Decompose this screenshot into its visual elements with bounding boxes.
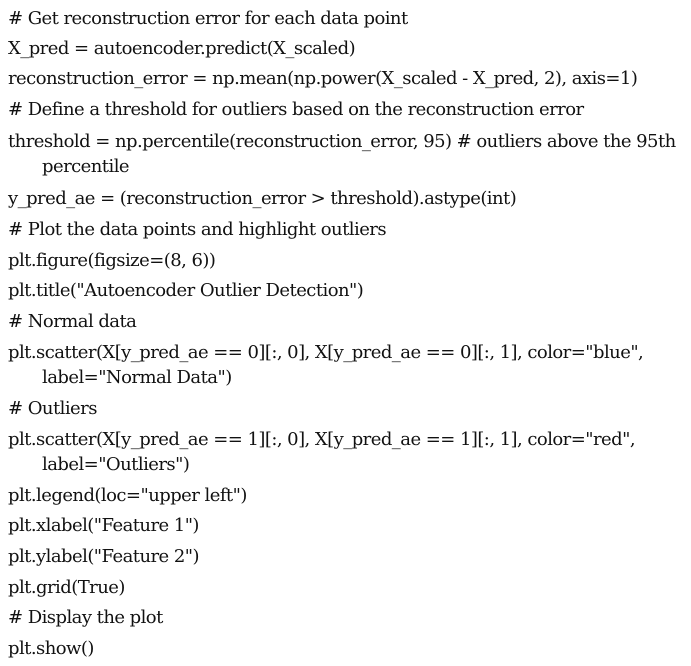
code-line: plt.figure(figsize=(8, 6)) <box>8 250 216 271</box>
code-line: # Define a threshold for outliers based on the reconstruction error <box>8 99 584 120</box>
code-line: plt.legend(loc="upper left") <box>8 485 247 506</box>
code-line-continuation: label="Outliers") <box>42 454 190 475</box>
code-line: # Plot the data points and highlight outliers <box>8 219 387 240</box>
code-line: plt.title("Autoencoder Outlier Detection") <box>8 280 364 301</box>
code-line: y_pred_ae = (reconstruction_error > threshold).astype(int) <box>8 188 517 209</box>
code-line: plt.show() <box>8 638 94 659</box>
code-line: plt.xlabel("Feature 1") <box>8 515 199 536</box>
code-line: reconstruction_error = np.mean(np.power(X_scaled - X_pred, 2), axis=1) <box>8 68 638 89</box>
code-line: # Normal data <box>8 311 137 332</box>
code-line-continuation: percentile <box>42 156 130 177</box>
code-line: plt.grid(True) <box>8 577 125 598</box>
code-line: plt.ylabel("Feature 2") <box>8 546 199 567</box>
code-line: # Get reconstruction error for each data point <box>8 8 408 29</box>
code-line: plt.scatter(X[y_pred_ae == 0][:, 0], X[y_pred_ae == 0][:, 1], color="blue", <box>8 342 644 363</box>
code-line: plt.scatter(X[y_pred_ae == 1][:, 0], X[y_pred_ae == 1][:, 1], color="red", <box>8 429 636 450</box>
code-line: # Display the plot <box>8 607 163 628</box>
code-line-continuation: label="Normal Data") <box>42 367 232 388</box>
code-line: threshold = np.percentile(reconstruction_error, 95) # outliers above the 95th <box>8 131 676 152</box>
code-line: # Outliers <box>8 398 97 419</box>
code-line: X_pred = autoencoder.predict(X_scaled) <box>8 38 356 59</box>
